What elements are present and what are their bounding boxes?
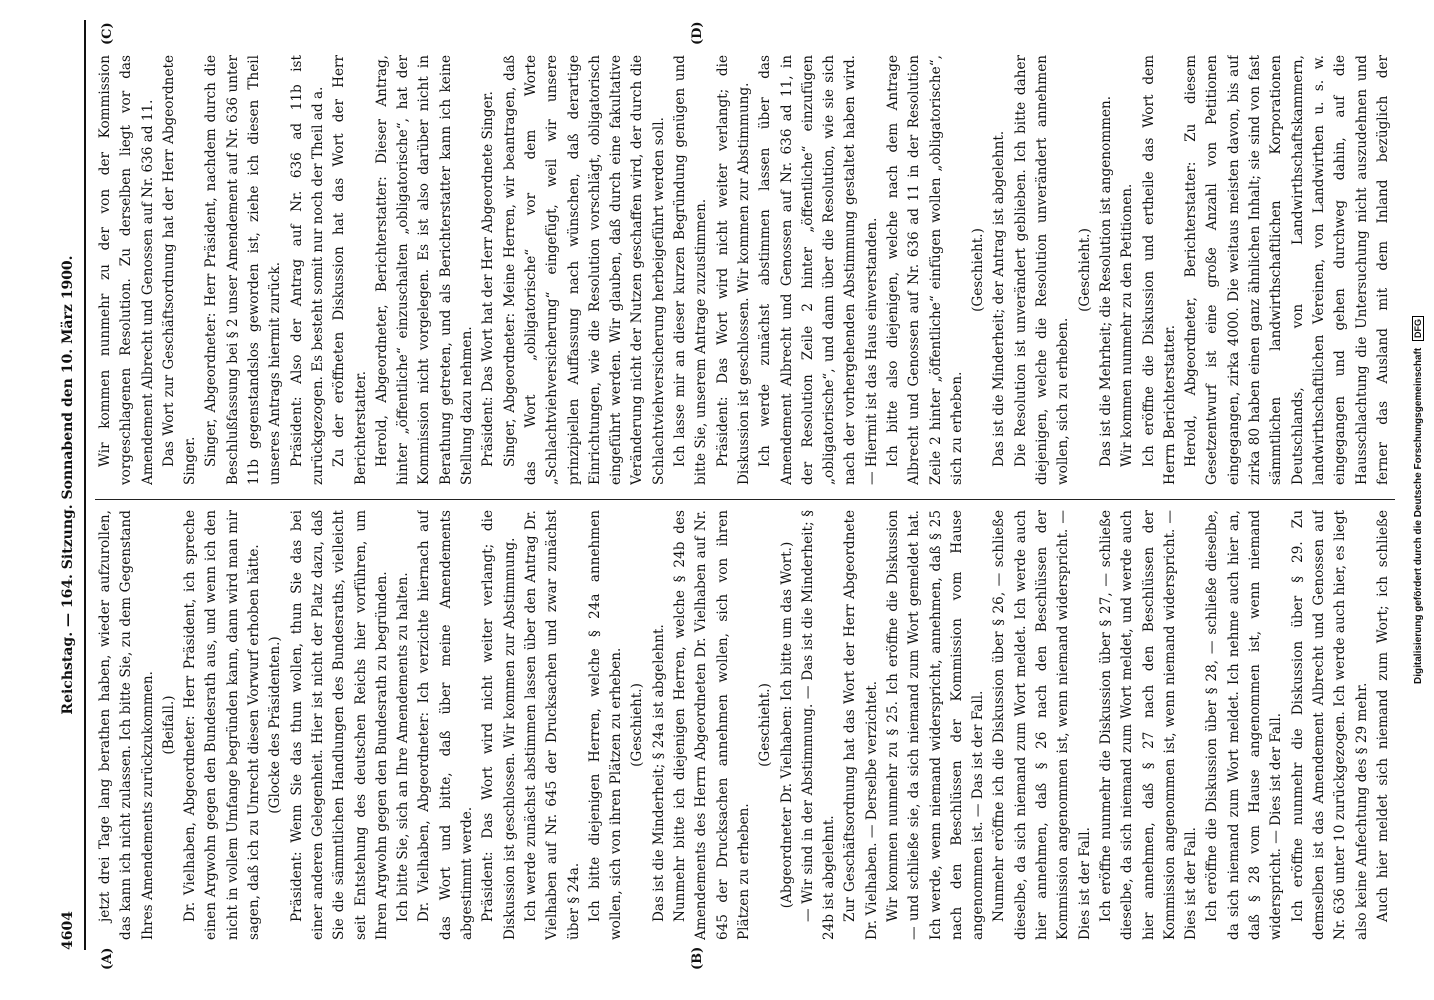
paragraph: (Geschieht.) bbox=[1076, 228, 1093, 312]
paragraph: Präsident: Das Wort wird nicht weiter verlangt; die Diskussion ist geschlossen. Wir kommen zur Abstimmung. bbox=[714, 55, 752, 485]
paragraph: Nunmehr eröffne ich die Diskussion über § 26, — schließe dieselbe, da sich niemand zum Wort meldet. Ich werde auch hier annehmen, daß § 26 nach den Beschlüssen der Kommission angenommen ist, wenn niemand widerspricht. — Dies ist der Fall. bbox=[991, 510, 1093, 940]
margin-mark-a: (A) bbox=[100, 947, 115, 970]
column-divider bbox=[95, 499, 1395, 500]
paragraph: Ich eröffne die Diskussion und ertheile das Wort dem Herrn Berichterstatter. bbox=[1140, 55, 1178, 485]
paragraph: Dr. Vielhaben, Abgeordneter: Herr Präsident, ich spreche einen Argwohn gegen den Bundesrath aus, und wenn ich den nicht in vollem Umfange begründen kann, dann wird man mir sagen, daß ich zu Unrecht diesen Vorwurf erhoben hätte. bbox=[182, 510, 263, 940]
margin-mark-c: (C) bbox=[100, 22, 115, 45]
footer-text: Digitalisierung gefördert durch die Deutsche Forschungsgemeinschaft bbox=[1413, 347, 1424, 684]
paragraph: Ich lasse mir an dieser kurzen Begründung genügen und bitte Sie, unserem Antrage zuzustimmen. bbox=[672, 55, 710, 485]
right-column bbox=[95, 55, 1395, 485]
paragraph: Singer, Abgeordneter: Herr Präsident, nachdem durch die Beschlußfassung bei § 2 unser Amendement auf Nr. 636 unter 11b gegenstandslos geworden ist, ziehe ich diesen Theil unseres Antrags hiermit zurück. bbox=[203, 55, 284, 485]
paragraph: jetzt drei Tage lang berathen haben, wieder aufzurollen, das kann ich nicht zulassen. Ich bitte Sie, zu dem Gegenstand Ihres Amendements zurückzukommen. bbox=[97, 510, 156, 940]
paragraph: Zu der eröffneten Diskussion hat das Wort der Herr Berichterstatter. bbox=[331, 55, 369, 485]
paragraph: Präsident: Wenn Sie das thun wollen, thun Sie das bei einer anderen Gelegenheit. Hier ist nicht der Platz dazu, daß Sie die sämmtlichen Handlungen des Bundesraths, vielleicht seit Entstehung des deutschen Reichs hier vorführen, um Ihren Argwohn gegen den Bundesrath zu begründen. bbox=[288, 510, 390, 940]
margin-mark-d: (D) bbox=[690, 21, 705, 45]
paragraph: (Beifall.) bbox=[160, 695, 177, 755]
page-title: Reichstag. — 164. Sitzung. Sonnabend den 10. März 1900. bbox=[60, 255, 76, 715]
footer bbox=[1412, 0, 1424, 1000]
paragraph: (Geschieht.) bbox=[970, 228, 987, 312]
paragraph: (Abgeordneter Dr. Vielhaben: Ich bitte um das Wort.) bbox=[778, 541, 795, 909]
paragraph: Ich bitte also diejenigen, welche nach dem Antrage Albrecht und Genossen auf Nr. 636 ad 11 in der Resolution Zeile 2 hinter „öffentliche“ einfügen wollen „obligatorische“, sich zu erheben. bbox=[884, 55, 965, 485]
paragraph: Wir kommen nunmehr zu der von der Kommission vorgeschlagenen Resolution. Zu derselben liegt vor das Amendement Albrecht und Genossen auf Nr. 636 ad 11. bbox=[97, 55, 156, 485]
paragraph: Präsident: Das Wort wird nicht weiter verlangt; die Diskussion ist geschlossen. Wir kommen zur Abstimmung. bbox=[480, 510, 518, 940]
paragraph: Ich eröffne nunmehr die Diskussion über § 29. Zu demselben ist das Amendement Albrecht und Genossen auf Nr. 636 unter 10 zurückgezogen. Ich werde auch hier, es liegt also keine Anfechtung des § 29 mehr. bbox=[1289, 510, 1370, 940]
paragraph: Das ist die Mehrheit; die Resolution ist angenommen. bbox=[1097, 95, 1114, 467]
paragraph: Ich bitte Sie, sich an Ihre Amendements zu halten. bbox=[395, 572, 412, 922]
paragraph: Das ist die Minderheit; § 24a ist abgelehnt. bbox=[650, 624, 667, 922]
paragraph: Wir kommen nunmehr zu den Petitionen. bbox=[1119, 183, 1136, 467]
margin-mark-b: (B) bbox=[690, 946, 705, 970]
paragraph: Zur Geschäftsordnung hat das Wort der Herr Abgeordnete Dr. Vielhaben. — Derselbe verzichtet. bbox=[842, 510, 880, 940]
paragraph: Auch hier meldet sich niemand zum Wort; ich schließe bbox=[1374, 510, 1391, 922]
paragraph: Ich eröffne die Diskussion über § 28, — schließe dieselbe, da sich niemand zum Wort meldet. Ich nehme auch hier an, daß § 28 vom Hause angenommen ist, wenn niemand widerspricht. — Dies ist der Fall. bbox=[1204, 510, 1285, 940]
paragraph: (Glocke des Präsidenten.) bbox=[267, 636, 284, 814]
paragraph: Das ist die Minderheit; der Antrag ist abgelehnt. bbox=[991, 130, 1008, 467]
paragraph: Ich werde zunächst abstimmen lassen über den Antrag Dr. Vielhaben auf Nr. 645 der Drucksachen und zwar zunächst über § 24a. bbox=[522, 510, 582, 940]
paragraph: Ich bitte diejenigen Herren, welche § 24a annehmen wollen, sich von ihren Plätzen zu erheben. bbox=[586, 510, 625, 940]
paragraph: Singer, Abgeordneter: Meine Herren, wir beantragen, daß das Wort „obligatorische“ vor dem Worte „Schlachtviehversicherung“ eingefügt, weil wir unsere prinzipiellen Auffassung nach wünschen, daß derartige Einrichtungen, wie die Resolution vorschlägt, obligatorisch eingeführt werden. Wir glauben, daß durch eine fakultative Veränderung nicht der Nutzen geschaffen wird, der durch die Schlachtviehversicherung herbeigeführt werden soll. bbox=[501, 55, 667, 485]
paragraph: Herold, Abgeordneter, Berichterstatter: Zu diesem Gesetzentwurf ist eine große Anzahl von Petitionen eingegangen, zirka 4000. Die weitaus meisten davon, bis auf zirka 80 haben einen ganz ähnlichen Inhalt; sie sind von fast sämmtlichen landwirthschaftlichen Korporationen Deutschlands, von Landwirthschaftskammern, landwirthschaftlichen Vereinen, von Landwirthen u. s. w. eingegangen und gehen durchweg dahin, auf die Hausschlachtung die Untersuchung nicht auszudehnen und ferner das Ausland mit dem Inland bezüglich der bbox=[1183, 55, 1391, 485]
paragraph: Nunmehr bitte ich diejenigen Herren, welche § 24b des Amendements des Herrn Abgeordneten Dr. Vielhaben auf Nr. 645 der Drucksachen annehmen wollen, sich von ihren Plätzen zu erheben. bbox=[672, 510, 752, 940]
left-column bbox=[95, 510, 1395, 940]
header-rule bbox=[84, 20, 86, 950]
paragraph: Das Wort zur Geschäftsordnung hat der Herr Abgeordnete Singer. bbox=[160, 55, 199, 485]
paragraph: Präsident: Das Wort hat der Herr Abgeordnete Singer. bbox=[480, 91, 497, 467]
paragraph: Herold, Abgeordneter, Berichterstatter: Dieser Antrag, hinter „öffentliche“ einzuschalten „obligatorische“, hat der Kommission nicht vorgelegen. Es ist also darüber nicht in Berathung getreten, und als Berichterstatter kann ich keine Stellung dazu nehmen. bbox=[373, 55, 476, 485]
paragraph: Präsident: Also der Antrag auf Nr. 636 ad 11b ist zurückgezogen. Es besteht somit nur noch der Theil ad a. bbox=[288, 55, 326, 485]
paragraph: Wir kommen nunmehr zu § 25. Ich eröffne die Diskussion — und schließe sie, da sich niemand zum Wort gemeldet hat. Ich werde, wenn niemand widerspricht, annehmen, daß § 25 nach den Beschlüssen der Kommission vom Hause angenommen ist. — Das ist der Fall. bbox=[884, 510, 987, 940]
paragraph: (Geschieht.) bbox=[629, 683, 646, 767]
paragraph: Ich eröffne nunmehr die Diskussion über § 27, — schließe dieselbe, da sich niemand zum Wort meldet, und werde auch hier annehmen, daß § 27 nach den Beschlüssen der Kommission angenommen ist, wenn niemand widerspricht. — Dies ist der Fall. bbox=[1097, 510, 1200, 940]
page-number: 4604 bbox=[60, 911, 76, 950]
dfg-logo: DFG bbox=[1412, 316, 1424, 341]
paragraph: (Geschieht.) bbox=[757, 683, 774, 767]
paragraph: — Wir sind in der Abstimmung. — Das ist die Minderheit; § 24b ist abgelehnt. bbox=[799, 510, 838, 940]
paragraph: Die Resolution ist unverändert geblieben. Ich bitte daher diejenigen, welche die Resolution unverändert annehmen wollen, sich zu erheben. bbox=[1012, 55, 1072, 485]
page-header bbox=[60, 20, 82, 950]
paragraph: Dr. Vielhaben, Abgeordneter: Ich verzichte hiernach auf das Wort und bitte, daß über meine Amendements abgestimmt werde. bbox=[416, 510, 476, 940]
paragraph: Ich werde zunächst abstimmen lassen über das Amendement Albrecht und Genossen auf Nr. 636 ad 11, in der Resolution Zeile 2 hinter „öffentliche“ einzufügen „obligatorische“, und dann über die Resolution, wie sie sich nach der vorhergehenden Abstimmung gestaltet haben wird. — Hiermit ist das Haus einverstanden. bbox=[757, 55, 880, 485]
